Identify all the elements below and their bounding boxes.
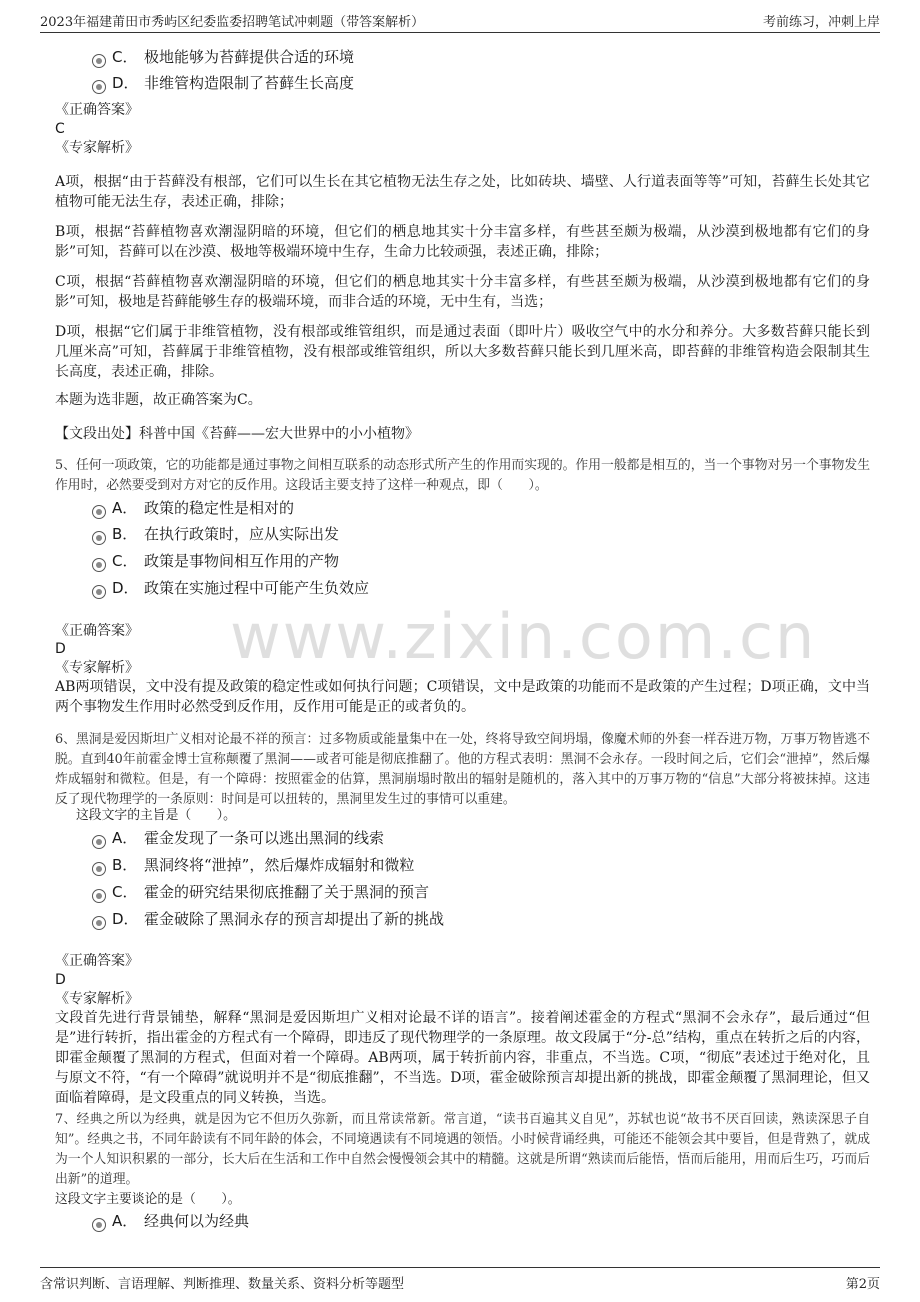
radio-icon[interactable]	[92, 862, 106, 876]
option-letter: C．	[112, 48, 138, 66]
option-letter: C．	[112, 552, 138, 570]
answer-value: D	[55, 972, 66, 988]
radio-icon[interactable]	[92, 531, 106, 545]
radio-icon[interactable]	[92, 558, 106, 572]
q7-option-a[interactable]	[92, 1210, 249, 1232]
option-text: 霍金的研究结果彻底推翻了关于黑洞的预言	[144, 883, 430, 901]
answer-value: D	[55, 641, 66, 657]
radio-icon[interactable]	[92, 54, 106, 68]
option-letter: B．	[112, 525, 138, 543]
q5-option-a[interactable]	[92, 497, 294, 519]
page-number: 第2页	[845, 1277, 880, 1292]
page-footer	[40, 1267, 880, 1298]
q6-option-c[interactable]	[92, 881, 429, 903]
option-letter: A．	[112, 499, 138, 517]
answer-label: 《正确答案》	[55, 102, 139, 118]
q4-option-d[interactable]	[92, 72, 354, 94]
q5-option-c[interactable]	[92, 550, 339, 572]
answer-value: C	[55, 121, 65, 137]
q5-option-d[interactable]	[92, 577, 369, 599]
answer-label: 《正确答案》	[55, 623, 139, 639]
option-letter: C．	[112, 883, 138, 901]
radio-icon[interactable]	[92, 835, 106, 849]
option-text: 霍金发现了一条可以逃出黑洞的线索	[144, 829, 385, 847]
option-letter: B．	[112, 856, 138, 874]
radio-icon[interactable]	[92, 505, 106, 519]
question-5-stem: 5、任何一项政策，它的功能都是通过事物之间相互联系的动态形式所产生的作用而实现的。作用一般都是相互的，当一个事物对另一个事物发生作用时，必然要受到对方对它的反作用。这段话主要支持了这样一种观点，即（ ）。	[55, 458, 870, 493]
option-text: 政策在实施过程中可能产生负效应	[144, 579, 370, 597]
page-header	[40, 6, 880, 33]
q6-option-b[interactable]	[92, 854, 414, 876]
question-7-prompt: 这段文字主要谈论的是（ ）。	[55, 1192, 241, 1207]
q6-option-a[interactable]	[92, 827, 384, 849]
analysis-label: 《专家解析》	[55, 660, 139, 676]
question-7-stem: 7、经典之所以为经典，就是因为它不但历久弥新，而且常读常新。常言道，“读书百遍其义自见”，苏轼也说“故书不厌百回读，熟读深思子自知”。经典之书，不同年龄读有不同年龄的体会，不同境遇读有不同境遇的领悟。小时候背诵经典，可能还不能领会其中要旨，但是背熟了，就成为一个人知识积累的一部分，长大后在生活和工作中自然会慢慢领会其中的精髓。这就是所谓“熟读而后能悟，悟而后能用，用而后生巧，巧而后出新”的道理。	[55, 1112, 870, 1187]
q4-option-c[interactable]	[92, 46, 354, 68]
analysis-label: 《专家解析》	[55, 140, 139, 156]
question-6-stem: 6、黑洞是爱因斯坦广义相对论最不祥的预言：过多物质或能量集中在一处，终将导致空间坍塌，像魔术师的外套一样吞进万物，万事万物皆逃不脱。直到40年前霍金博士宣称颠覆了黑洞——或者可能是彻底推翻了。他的方程式表明：黑洞不会永存。一段时间之后，它们会“泄掉”，然后爆炸成辐射和微粒。但是，有一个障碍：按照霍金的估算，黑洞崩塌时散出的辐射是随机的，落入其中的万事万物的“信息”大部分将被抹掉。这违反了现代物理学的一条原则：时间是可以扭转的，黑洞里发生过的事情可以重建。	[55, 732, 870, 807]
option-letter: A．	[112, 1212, 138, 1230]
analysis-label: 《专家解析》	[55, 991, 139, 1007]
radio-icon[interactable]	[92, 916, 106, 930]
radio-icon[interactable]	[92, 1218, 106, 1232]
option-text: 极地能够为苔藓提供合适的环境	[144, 48, 355, 66]
conclusion: 本题为选非题，故正确答案为C。	[55, 392, 262, 408]
option-text: 经典何以为经典	[144, 1212, 250, 1230]
option-letter: D．	[112, 579, 139, 597]
radio-icon[interactable]	[92, 585, 106, 599]
source-note: 【文段出处】科普中国《苔藓——宏大世界中的小小植物》	[55, 426, 419, 442]
option-text: 政策是事物间相互作用的产物	[144, 552, 340, 570]
footer-topics: 含常识判断、言语理解、判断推理、数量关系、资料分析等题型	[40, 1277, 405, 1292]
analysis-text: 文段首先进行背景铺垫，解释“黑洞是爱因斯坦广义相对论最不详的语言”。接着阐述霍金的方程式“黑洞不会永存”，最后通过“但是”进行转折，指出霍金的方程式有一个障碍，即违反了现代物理学的一条原理。故文段属于“分-总”结构，重点在转折之后的内容，即霍金颠覆了黑洞的方程式，但面对着一个障碍。AB两项，属于转折前内容，非重点，不当选。C项，“彻底”表述过于绝对化，且与原文不符，“有一个障碍”就说明并不是“彻底推翻”，不当选。D项，霍金破除预言却提出新的挑战，即霍金颠覆了黑洞理论，但又面临着障碍，是文段重点的同义转换，当选。	[55, 1010, 870, 1106]
watermark: www.zixin.com.cn	[230, 600, 817, 673]
option-letter: D．	[112, 74, 139, 92]
option-text: 政策的稳定性是相对的	[144, 499, 295, 517]
analysis-text: AB两项错误，文中没有提及政策的稳定性或如何执行问题；C项错误，文中是政策的功能而不是政策的产生过程；D项正确，文中当两个事物发生作用时必然受到反作用，反作用可能是正的或者负的。	[55, 679, 870, 715]
option-letter: D．	[112, 910, 139, 928]
option-text: 黑洞终将“泄掉”，然后爆炸成辐射和微粒	[144, 856, 415, 874]
analysis-d: D项，根据“它们属于非维管植物，没有根部或维管组织，而是通过表面（即叶片）吸收空气中的水分和养分。大多数苔藓只能长到几厘米高”可知，苔藓属于非维管植物，没有根部或维管组织，所以大多数苔藓只能长到几厘米高，即苔藓的非维管构造会限制其生长高度，表述正确，排除。	[55, 324, 870, 380]
analysis-a: A项，根据“由于苔藓没有根部，它们可以生长在其它植物无法生存之处，比如砖块、墙壁、人行道表面等等”可知，苔藓生长处其它植物可能无法生存，表述正确，排除；	[55, 174, 870, 210]
radio-icon[interactable]	[92, 889, 106, 903]
q6-option-d[interactable]	[92, 908, 444, 930]
header-slogan: 考前练习，冲刺上岸	[762, 15, 880, 30]
answer-label: 《正确答案》	[55, 953, 139, 969]
option-letter: A．	[112, 829, 138, 847]
option-text: 非维管构造限制了苔藓生长高度	[144, 74, 355, 92]
radio-icon[interactable]	[92, 80, 106, 94]
question-6-prompt: 这段文字的主旨是（ ）。	[76, 808, 236, 823]
analysis-c: C项，根据“苔藓植物喜欢潮湿阴暗的环境，但它们的栖息地其实十分丰富多样，有些甚至颇为极端，从沙漠到极地都有它们的身影”可知，极地是苔藓能够生存的极端环境，而非合适的环境，无中生有，当选；	[55, 274, 870, 310]
option-text: 在执行政策时，应从实际出发	[144, 525, 340, 543]
analysis-b: B项，根据“苔藓植物喜欢潮湿阴暗的环境，但它们的栖息地其实十分丰富多样，有些甚至颇为极端，从沙漠到极地都有它们的身影”可知，苔藓可以在沙漠、极地等极端环境中生存，生命力比较顽强，表述正确，排除；	[55, 224, 870, 260]
option-text: 霍金破除了黑洞永存的预言却提出了新的挑战	[144, 910, 445, 928]
q5-option-b[interactable]	[92, 523, 339, 545]
document-title: 2023年福建莆田市秀屿区纪委监委招聘笔试冲刺题（带答案解析）	[40, 15, 425, 30]
